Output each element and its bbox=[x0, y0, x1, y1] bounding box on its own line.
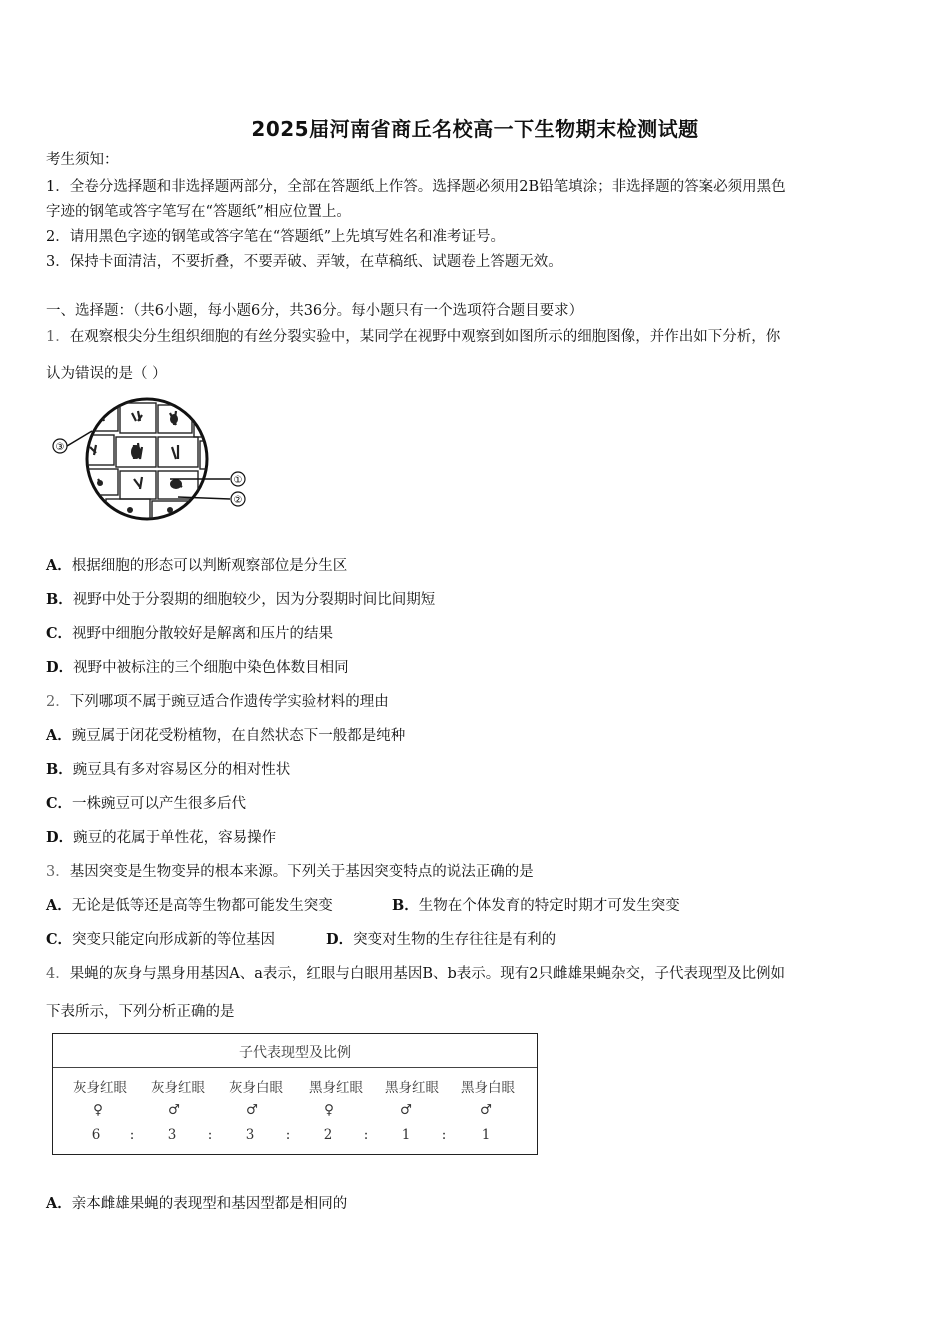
option-a: A．根据细胞的形态可以判断观察部位是分生区 bbox=[46, 557, 348, 574]
table-header: 灰身红眼 bbox=[151, 1080, 205, 1096]
option-d: D．豌豆的花属于单性花，容易操作 bbox=[46, 829, 277, 846]
offspring-table bbox=[52, 1033, 538, 1155]
table-title: 子代表现型及比例 bbox=[239, 1045, 351, 1061]
table-header: 黑身红眼 bbox=[309, 1080, 363, 1096]
notice-line: 字迹的钢笔或答字笔写在“答题纸”相应位置上。 bbox=[46, 204, 351, 220]
question-1-stem: 1．在观察根尖分生组织细胞的有丝分裂实验中，某同学在视野中观察到如图所示的细胞图像，并作出如下分析，你 bbox=[46, 329, 781, 345]
question-1-stem-cont: 认为错误的是（ ） bbox=[46, 366, 167, 382]
question-number: 4． bbox=[46, 966, 70, 982]
option-b: B．视野中处于分裂期的细胞较少，因为分裂期时间比间期短 bbox=[46, 591, 436, 608]
sex-symbol: ♂ bbox=[167, 1102, 181, 1118]
question-4-stem-cont: 下表所示，下列分析正确的是 bbox=[46, 1004, 235, 1020]
ratio-value: 1 bbox=[481, 1127, 491, 1143]
ratio-value: 2 bbox=[323, 1127, 333, 1143]
ratio-separator: : bbox=[207, 1127, 213, 1143]
ratio-value: 1 bbox=[401, 1127, 411, 1143]
notice-line: 1．全卷分选择题和非选择题两部分，全部在答题纸上作答。选择题必须用2B铅笔填涂；非选择题的答案必须用黑色 bbox=[46, 179, 786, 195]
option-a: A．无论是低等还是高等生物都可能发生突变 bbox=[46, 897, 333, 914]
option-d: D．突变对生物的生存往往是有利的 bbox=[326, 931, 557, 948]
notice-line: 2．请用黑色字迹的钢笔或答字笔在“答题纸”上先填写姓名和准考证号。 bbox=[46, 229, 506, 245]
option-b: B．豌豆具有多对容易区分的相对性状 bbox=[46, 761, 291, 778]
sex-symbol: ♀ bbox=[93, 1102, 103, 1118]
figure-label: ③ bbox=[55, 442, 65, 453]
ratio-separator: : bbox=[129, 1127, 135, 1143]
table-divider bbox=[53, 1067, 537, 1068]
ratio-separator: : bbox=[363, 1127, 369, 1143]
question-number: 2． bbox=[46, 694, 70, 710]
question-3-stem: 3．基因突变是生物变异的根本来源。下列关于基因突变特点的说法正确的是 bbox=[46, 864, 534, 880]
option-c: C．视野中细胞分散较好是解离和压片的结果 bbox=[46, 625, 334, 642]
question-2-stem: 2．下列哪项不属于豌豆适合作遗传学实验材料的理由 bbox=[46, 694, 389, 710]
table-header: 黑身白眼 bbox=[461, 1080, 515, 1096]
notice-heading: 考生须知： bbox=[46, 152, 119, 168]
table-header: 灰身白眼 bbox=[229, 1080, 283, 1096]
ratio-value: 3 bbox=[245, 1127, 255, 1143]
question-4-stem: 4．果蝇的灰身与黑身用基因A、a表示，红眼与白眼用基因B、b表示。现有2只雌雄果蝇杂交，子代表现型及比例如 bbox=[46, 966, 786, 982]
section-heading: 一、选择题：（共6小题，每小题6分，共36分。每小题只有一个选项符合题目要求） bbox=[46, 303, 584, 319]
table-header: 黑身红眼 bbox=[385, 1080, 439, 1096]
option-c: C．一株豌豆可以产生很多后代 bbox=[46, 795, 247, 812]
figure-label: ② bbox=[233, 495, 243, 506]
sex-symbol: ♂ bbox=[245, 1102, 259, 1118]
figure-label: ① bbox=[233, 475, 243, 486]
ratio-separator: : bbox=[285, 1127, 291, 1143]
option-c: C．突变只能定向形成新的等位基因 bbox=[46, 931, 276, 948]
sex-symbol: ♂ bbox=[479, 1102, 493, 1118]
question-number: 1． bbox=[46, 329, 70, 345]
sex-symbol: ♀ bbox=[324, 1102, 334, 1118]
option-a: A．亲本雌雄果蝇的表现型和基因型都是相同的 bbox=[46, 1195, 348, 1212]
ratio-value: 3 bbox=[167, 1127, 177, 1143]
table-header: 灰身红眼 bbox=[73, 1080, 127, 1096]
microscope-field-figure bbox=[50, 395, 260, 530]
sex-symbol: ♂ bbox=[399, 1102, 413, 1118]
page-title: 2025届河南省商丘名校高一下生物期末检测试题 bbox=[251, 117, 699, 141]
ratio-separator: : bbox=[441, 1127, 447, 1143]
option-a: A．豌豆属于闭花受粉植物，在自然状态下一般都是纯种 bbox=[46, 727, 406, 744]
option-b: B．生物在个体发育的特定时期才可发生突变 bbox=[392, 897, 680, 914]
option-d: D．视野中被标注的三个细胞中染色体数目相同 bbox=[46, 659, 349, 676]
question-number: 3． bbox=[46, 864, 70, 880]
notice-line: 3．保持卡面清洁，不要折叠，不要弄破、弄皱，在草稿纸、试题卷上答题无效。 bbox=[46, 254, 563, 270]
ratio-value: 6 bbox=[91, 1127, 101, 1143]
